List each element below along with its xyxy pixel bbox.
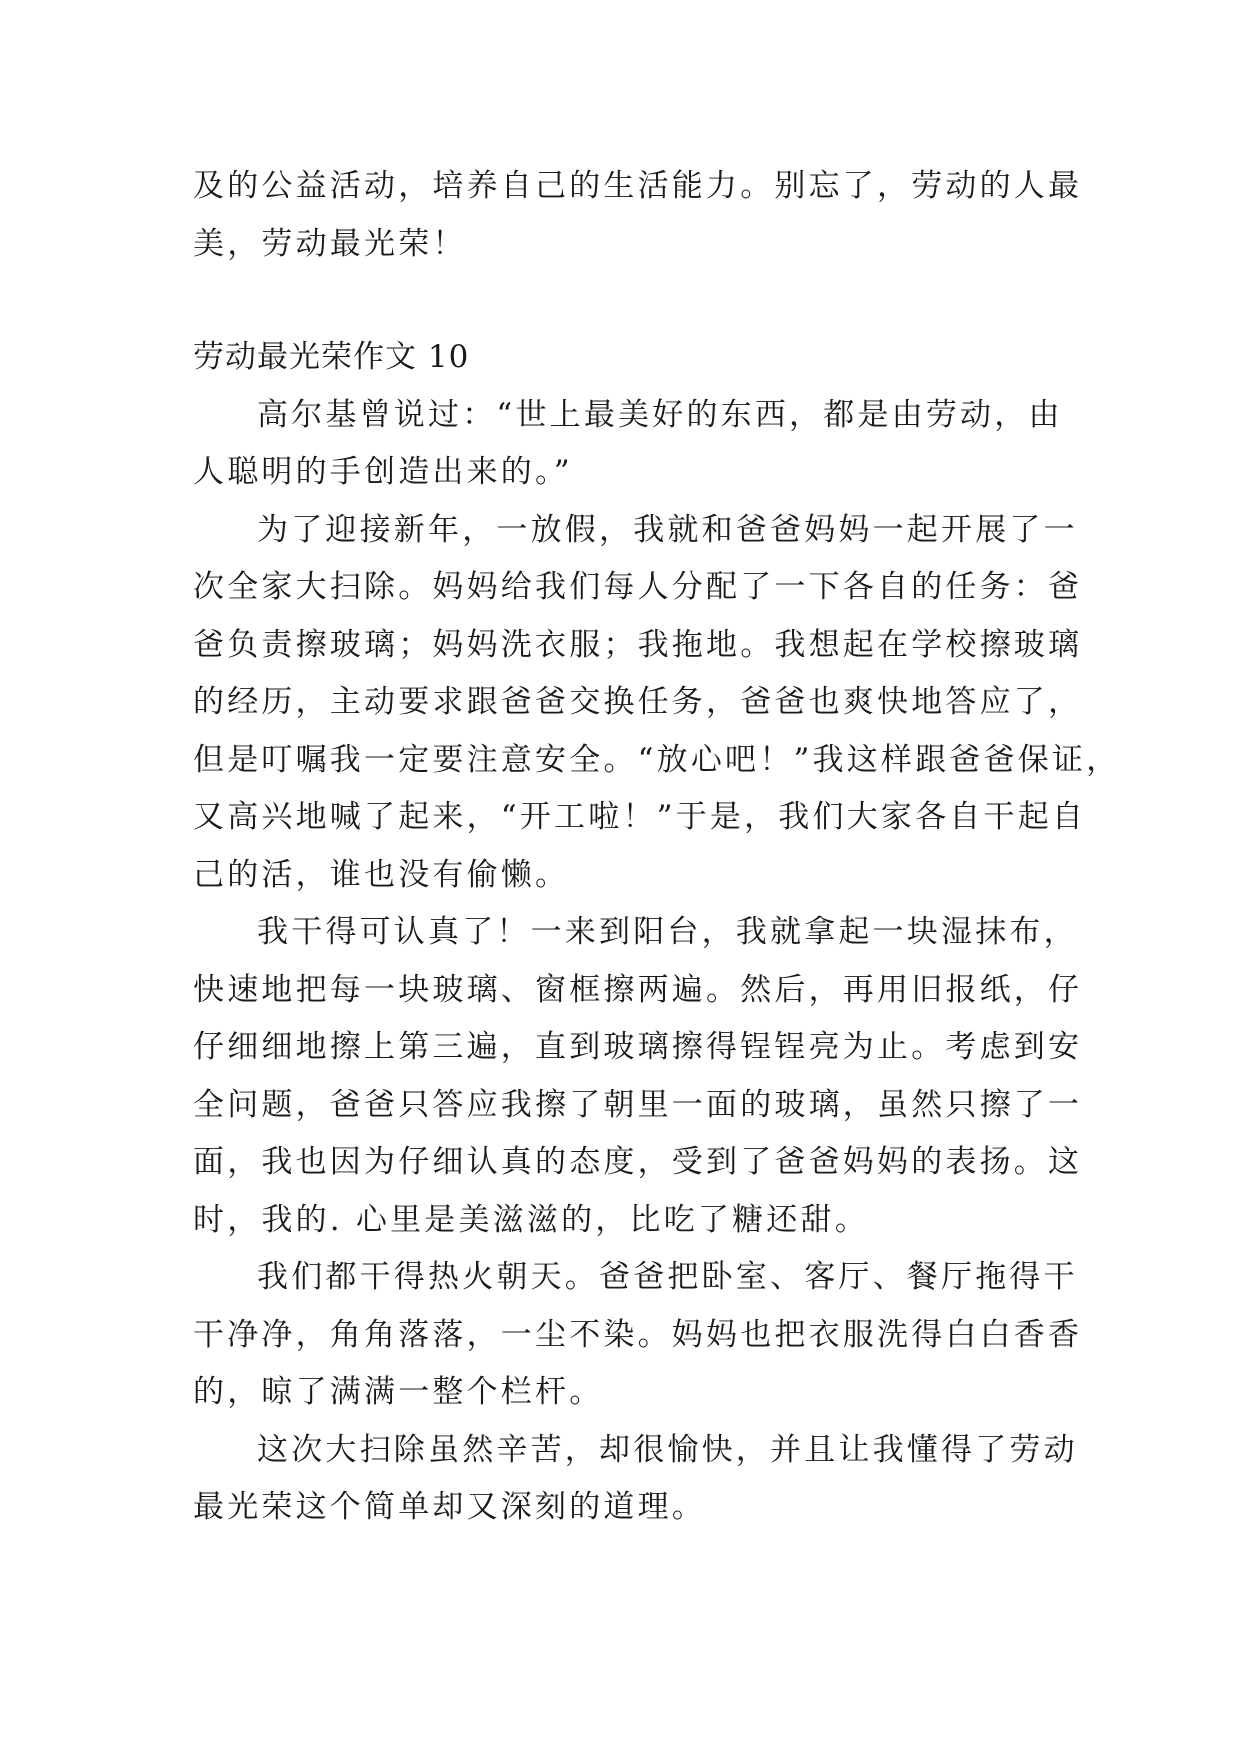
text-line: 己的活，谁也没有偷懒。 (193, 856, 570, 893)
text-line: 为了迎接新年，一放假，我就和爸爸妈妈一起开展了一 (257, 511, 1078, 548)
text-line: 美，劳动最光荣！ (193, 225, 467, 262)
text-line: 次全家大扫除。妈妈给我们每人分配了一下各自的任务：爸 (193, 569, 1083, 605)
text-line: 我干得可认真了！一来到阳台，我就拿起一块湿抹布， (257, 914, 1078, 950)
text-line: 这次大扫除虽然辛苦，却很愉快，并且让我懂得了劳动 (257, 1431, 1078, 1468)
section-gap (193, 273, 1073, 329)
previous-essay-ending (193, 158, 1083, 273)
text-line: 又高兴地喊了起来，“开工啦！”于是，我们大家各自干起自 (193, 799, 1087, 835)
text-line: 爸负责擦玻璃；妈妈洗衣服；我拖地。我想起在学校擦玻璃 (193, 626, 1083, 663)
text-line: 但是叮嘱我一定要注意安全。“放心吧！”我这样跟爸爸保证， (193, 741, 1121, 778)
text-line: 快速地把每一块玻璃、窗框擦两遍。然后，再用旧报纸，仔 (193, 971, 1083, 1008)
paragraph (193, 1422, 1078, 1537)
text-line: 面，我也因为仔细认真的态度，受到了爸爸妈妈的表扬。这 (193, 1144, 1083, 1180)
text-line: 时，我的. 心里是美滋滋的，比吃了糖还甜。 (193, 1201, 869, 1238)
text-line: 高尔基曾说过：“世上最美好的东西，都是由劳动，由 (257, 396, 1063, 433)
text-line: 人聪明的手创造出来的。” (193, 454, 573, 490)
paragraph (193, 1249, 1083, 1422)
paragraph (193, 387, 1073, 502)
essay-title: 劳动最光荣作文 10 (193, 339, 470, 375)
text-line: 最光荣这个简单却又深刻的道理。 (193, 1489, 706, 1525)
text-line: 的，晾了满满一整个栏杆。 (193, 1374, 604, 1410)
document-page (193, 158, 1121, 1537)
text-line: 干净净，角角落落，一尘不染。妈妈也把衣服洗得白白香香 (193, 1316, 1083, 1353)
text-line: 仔细细地擦上第三遍，直到玻璃擦得锃锃亮为止。考虑到安 (193, 1029, 1083, 1065)
text-line: 及的公益活动，培养自己的生活能力。别忘了，劳动的人最 (193, 168, 1083, 204)
paragraph (193, 502, 1121, 905)
paragraph (193, 904, 1083, 1249)
text-line: 我们都干得热火朝天。爸爸把卧室、客厅、餐厅拖得干 (257, 1259, 1078, 1295)
text-line: 全问题，爸爸只答应我擦了朝里一面的玻璃，虽然只擦了一 (193, 1086, 1083, 1123)
text-line: 的经历，主动要求跟爸爸交换任务，爸爸也爽快地答应了， (193, 684, 1083, 720)
